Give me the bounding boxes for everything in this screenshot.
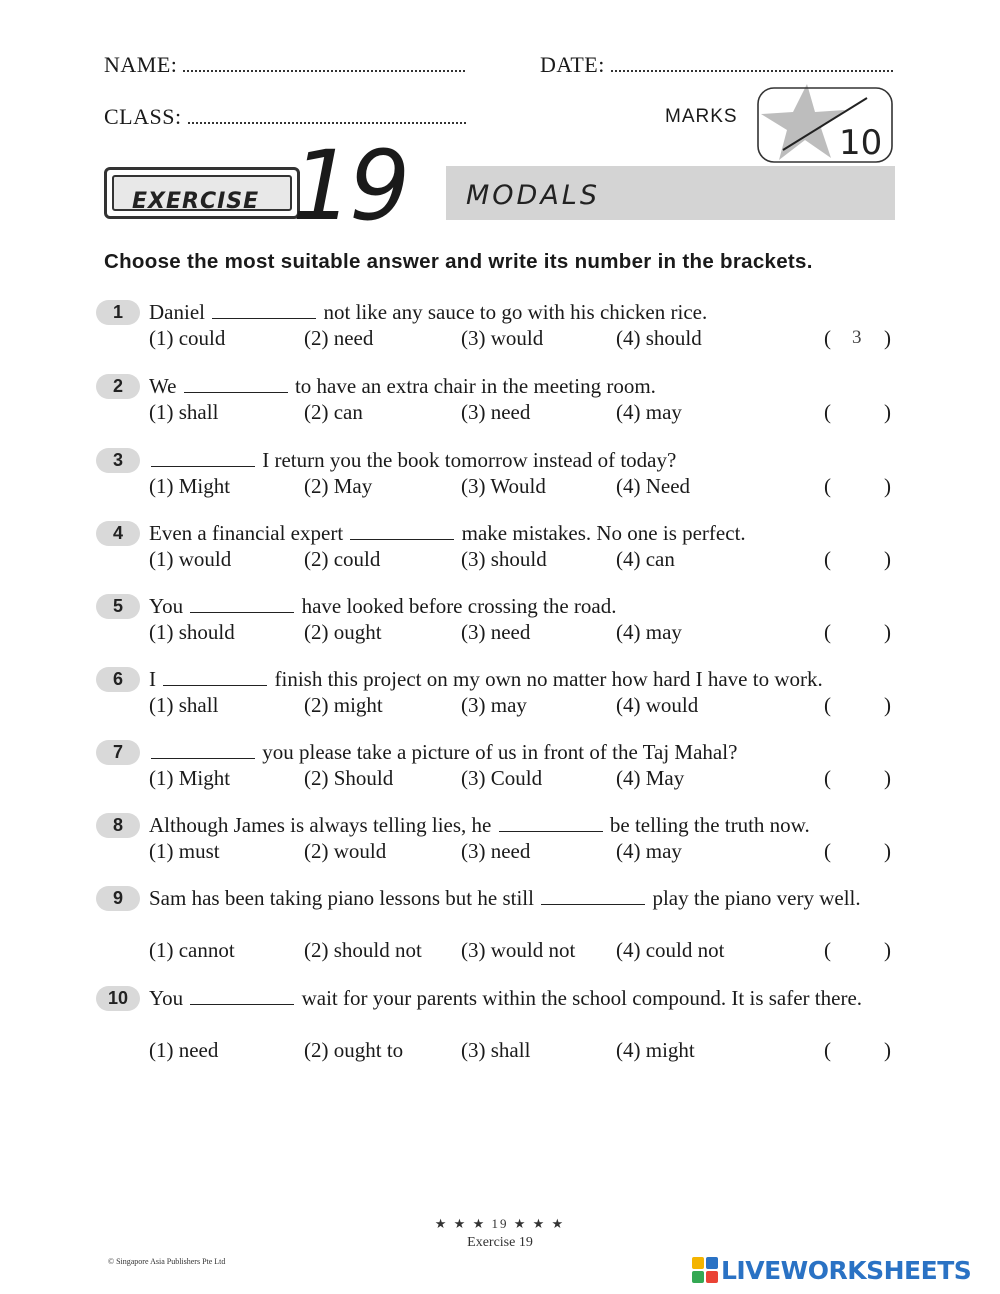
question-stem	[149, 666, 895, 692]
stem-after: have looked before crossing the road.	[301, 594, 617, 618]
stem-before: Even a financial expert	[149, 521, 344, 545]
stem-after: wait for your parents within the school compound. It is safer there.	[301, 986, 863, 1010]
question-stem	[149, 812, 895, 838]
bracket-open: (	[824, 400, 831, 424]
copyright: © Singapore Asia Publishers Pte Ltd	[108, 1257, 226, 1266]
option-2: (2) might	[304, 693, 383, 717]
bracket-open: (	[824, 547, 831, 571]
stem-before: Although James is always telling lies, he	[149, 813, 492, 837]
option-2: (2) would	[304, 839, 387, 863]
question-6	[96, 666, 896, 720]
answer-blank[interactable]	[190, 987, 294, 1005]
option-1: (1) would	[149, 547, 232, 571]
option-2: (2) ought	[304, 620, 382, 644]
option-2: (2) could	[304, 547, 381, 571]
answer-blank[interactable]	[190, 595, 294, 613]
class-field[interactable]	[188, 108, 466, 124]
option-4: (4) May	[616, 766, 685, 790]
date-line	[540, 52, 893, 78]
option-1: (1) Might	[149, 766, 231, 790]
stem-after: you please take a picture of us in front of the Taj Mahal?	[262, 740, 738, 764]
option-2: (2) Should	[304, 766, 394, 790]
question-number-badge: 3	[96, 448, 140, 473]
option-3: (3) need	[461, 839, 531, 863]
bracket-close: )	[884, 400, 891, 424]
logo-text: LIVEWORKSHEETS	[721, 1255, 972, 1285]
option-2: (2) ought to	[304, 1038, 404, 1062]
answer-blank[interactable]	[151, 449, 255, 467]
question-number-badge: 8	[96, 813, 140, 838]
option-2: (2) can	[304, 400, 363, 424]
question-number-badge: 1	[96, 300, 140, 325]
stem-before: You	[149, 986, 184, 1010]
bracket-open: (	[824, 620, 831, 644]
option-3: (3) may	[461, 693, 527, 717]
option-3: (3) Could	[461, 766, 543, 790]
option-4: (4) might	[616, 1038, 695, 1062]
option-1: (1) cannot	[149, 938, 235, 962]
option-1: (1) need	[149, 1038, 219, 1062]
answer-blank[interactable]	[184, 375, 288, 393]
logo-cubes-icon	[692, 1257, 718, 1283]
stem-after: to have an extra chair in the meeting room.	[294, 374, 656, 398]
exercise-word: EXERCISE	[132, 189, 260, 214]
option-1: (1) Might	[149, 474, 231, 498]
liveworksheets-logo[interactable]	[692, 1254, 971, 1286]
stem-before: I	[149, 667, 156, 691]
bracket-close: )	[884, 547, 891, 571]
question-stem	[149, 520, 895, 546]
marks-star-icon	[755, 82, 895, 166]
answer-blank[interactable]	[163, 668, 267, 686]
option-3: (3) would not	[461, 938, 576, 962]
bracket-open: (	[824, 839, 831, 863]
bracket-close: )	[884, 620, 891, 644]
question-2	[96, 373, 896, 427]
bracket-close: )	[884, 326, 891, 350]
question-5	[96, 593, 896, 647]
stem-after: be telling the truth now.	[609, 813, 810, 837]
question-10	[96, 985, 896, 1065]
name-label: NAME:	[104, 52, 178, 77]
option-4: (4) could not	[616, 938, 725, 962]
question-stem	[149, 373, 895, 399]
stem-before: You	[149, 594, 184, 618]
option-3: (3) need	[461, 620, 531, 644]
answer-value[interactable]: 3	[852, 327, 862, 348]
option-4: (4) would	[616, 693, 699, 717]
option-2: (2) should not	[304, 938, 422, 962]
question-stem	[149, 739, 895, 765]
bracket-close: )	[884, 938, 891, 962]
question-1	[96, 299, 896, 353]
bracket-close: )	[884, 474, 891, 498]
stem-after: play the piano very well.	[652, 886, 861, 910]
footer-exercise: Exercise 19	[467, 1235, 533, 1250]
exercise-badge	[104, 167, 300, 219]
answer-blank[interactable]	[541, 887, 645, 905]
option-4: (4) should	[616, 326, 702, 350]
option-3: (3) need	[461, 400, 531, 424]
question-stem	[149, 447, 895, 473]
answer-blank[interactable]	[350, 522, 454, 540]
question-8	[96, 812, 896, 866]
instruction: Choose the most suitable answer and write its number in the brackets.	[104, 250, 813, 273]
question-number-badge: 10	[96, 986, 140, 1011]
question-number-badge: 5	[96, 594, 140, 619]
question-4	[96, 520, 896, 574]
marks-box	[755, 82, 895, 166]
topic-title: MODALS	[466, 180, 600, 211]
option-1: (1) shall	[149, 400, 219, 424]
question-number-badge: 4	[96, 521, 140, 546]
answer-blank[interactable]	[212, 301, 316, 319]
bracket-open: (	[824, 1038, 831, 1062]
bracket-open: (	[824, 693, 831, 717]
bracket-open: (	[824, 474, 831, 498]
marks-label: MARKS	[665, 106, 738, 127]
bracket-open: (	[824, 326, 831, 350]
date-field[interactable]	[611, 56, 893, 72]
bracket-open: (	[824, 938, 831, 962]
option-1: (1) shall	[149, 693, 219, 717]
option-1: (1) could	[149, 326, 226, 350]
bracket-close: )	[884, 1038, 891, 1062]
option-3: (3) would	[461, 326, 544, 350]
exercise-number: 19	[292, 130, 407, 242]
topic-bar	[446, 166, 895, 220]
option-2: (2) need	[304, 326, 374, 350]
name-line	[104, 52, 465, 78]
option-4: (4) may	[616, 839, 682, 863]
stem-after: make mistakes. No one is perfect.	[461, 521, 746, 545]
page-number-stars: ★ ★ ★ 19 ★ ★ ★	[434, 1216, 566, 1231]
stem-before: We	[149, 374, 177, 398]
date-label: DATE:	[540, 52, 605, 77]
question-stem	[149, 299, 895, 325]
option-4: (4) may	[616, 620, 682, 644]
option-3: (3) should	[461, 547, 547, 571]
question-stem	[149, 885, 895, 911]
class-line	[104, 104, 466, 130]
question-stem	[149, 985, 895, 1011]
bracket-open: (	[824, 766, 831, 790]
option-3: (3) shall	[461, 1038, 531, 1062]
stem-after: I return you the book tomorrow instead of today?	[262, 448, 677, 472]
stem-after: finish this project on my own no matter how hard I have to work.	[274, 667, 823, 691]
answer-blank[interactable]	[499, 814, 603, 832]
option-1: (1) must	[149, 839, 220, 863]
question-number-badge: 7	[96, 740, 140, 765]
option-4: (4) may	[616, 400, 682, 424]
stem-after: not like any sauce to go with his chicken rice.	[323, 300, 708, 324]
bracket-close: )	[884, 839, 891, 863]
bracket-close: )	[884, 766, 891, 790]
question-stem	[149, 593, 895, 619]
question-number-badge: 2	[96, 374, 140, 399]
option-3: (3) Would	[461, 474, 546, 498]
option-4: (4) can	[616, 547, 675, 571]
question-9	[96, 885, 896, 965]
option-1: (1) should	[149, 620, 235, 644]
answer-blank[interactable]	[151, 741, 255, 759]
stem-before: Sam has been taking piano lessons but he still	[149, 886, 534, 910]
question-3	[96, 447, 896, 501]
question-number-badge: 6	[96, 667, 140, 692]
question-7	[96, 739, 896, 793]
option-2: (2) May	[304, 474, 373, 498]
class-label: CLASS:	[104, 104, 182, 129]
marks-total: 10	[839, 123, 883, 163]
name-field[interactable]	[183, 56, 465, 72]
stem-before: Daniel	[149, 300, 205, 324]
option-4: (4) Need	[616, 474, 691, 498]
question-number-badge: 9	[96, 886, 140, 911]
bracket-close: )	[884, 693, 891, 717]
